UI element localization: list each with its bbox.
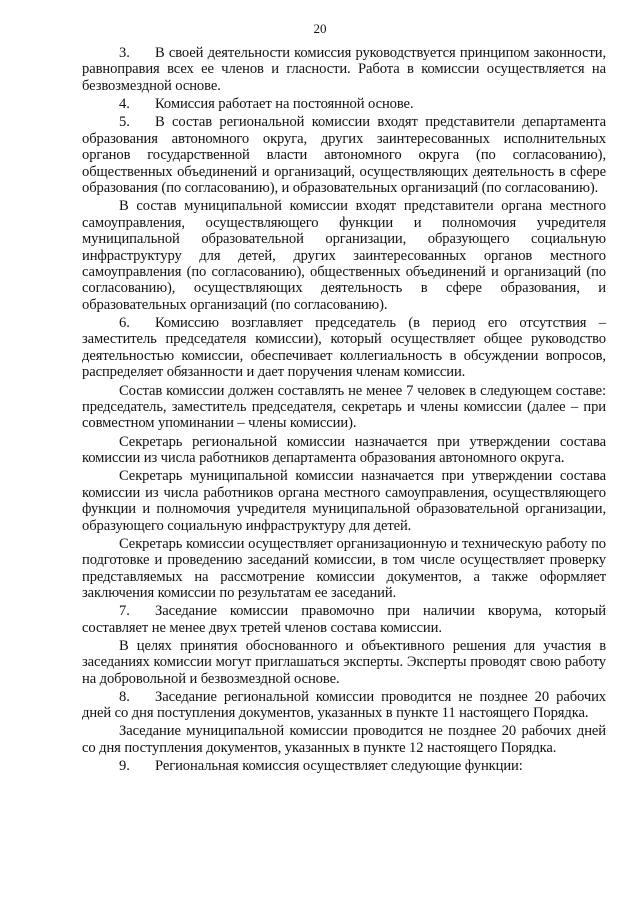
item-number: 8. — [119, 688, 130, 705]
paragraph-text: В состав региональной комиссии входят представители департамента образования автономного округа, других заинтересованных исполнительных органов государственной власти автономного округа (по согласованию), общественных объединений и организаций, осуществляющих деятельность в сфере образования (по согласованию), и образовательных организаций (по согласованию). — [82, 114, 606, 196]
paragraph-text: Секретарь муниципальной комиссии назначается при утверждении состава комиссии из числа работников органа местного самоуправления, осуществляющего функции и полномочия учредителя муниципальной образовательной организации, образующего социальную инфраструктуру для детей. — [82, 468, 606, 534]
page-number: 20 — [313, 21, 327, 36]
paragraph-7 — [82, 603, 606, 636]
paragraph-3 — [82, 45, 606, 94]
paragraph-5-municipal — [82, 198, 606, 313]
paragraph-text: Комиссию возглавляет председатель (в период его отсутствия – заместитель председателя комиссии), который осуществляет общее руководство деятельностью комиссии, обеспечивает коллегиальность в обсуждении вопросов, распределяет обязанности и дает поручения членам комиссии. — [82, 315, 606, 381]
paragraph-6-secretary-duties — [82, 536, 606, 602]
paragraph-8 — [82, 689, 606, 722]
item-number: 9. — [119, 757, 130, 774]
paragraph-text: Секретарь комиссии осуществляет организационную и техническую работу по подготовке и проведению заседаний комиссии, в том числе осуществляет проверку представляемых на рассмотрение комиссии документов, а также оформляет заключения комиссии по результатам ее заседаний. — [82, 535, 606, 601]
paragraph-6-regional-secretary — [82, 434, 606, 467]
paragraph-text: Заседание региональной комиссии проводится не позднее 20 рабочих дней со дня поступления документов, указанных в пункте 11 настоящего Порядка. — [82, 688, 606, 722]
paragraph-6-municipal-secretary — [82, 468, 606, 534]
item-number: 3. — [119, 45, 130, 61]
paragraph-7-experts — [82, 638, 606, 687]
paragraph-6-composition — [82, 383, 606, 432]
paragraph-text: В состав муниципальной комиссии входят представители органа местного самоуправления, осуществляющего функции и полномочия учредителя муниципальной образовательной организации, образующего социальную инфраструктуру для детей, других заинтересованных органов местного самоуправления (по согласованию), общественных объединений и организаций (по согласованию), осуществляющих деятельность в сфере образования, и образовательных организаций (по согласованию). — [82, 198, 606, 313]
document-body — [82, 45, 606, 776]
paragraph-text: В целях принятия обоснованного и объективного решения для участия в заседаниях комиссии могут приглашаться эксперты. Эксперты проводят свою работу на добровольной и безвозмездной основе. — [82, 637, 606, 687]
paragraph-6 — [82, 315, 606, 381]
paragraph-text: Состав комиссии должен составлять не менее 7 человек в следующем составе: председатель, заместитель председателя, секретарь и члены комиссии (далее – при совместном упоминании – члены комиссии). — [82, 382, 606, 432]
paragraph-text: Секретарь региональной комиссии назначается при утверждении состава комиссии из числа работников департамента образования автономного округа. — [82, 433, 606, 466]
paragraph-text: Комиссия работает на постоянной основе. — [155, 96, 414, 113]
paragraph-8-municipal — [82, 723, 606, 756]
item-number: 4. — [119, 96, 130, 113]
item-number: 6. — [119, 315, 130, 331]
paragraph-5 — [82, 114, 606, 196]
paragraph-text: Региональная комиссия осуществляет следующие функции: — [155, 757, 523, 774]
paragraph-9 — [82, 758, 606, 774]
paragraph-text: В своей деятельности комиссия руководствуется принципом законности, равноправия всех ее членов и гласности. Работа в комиссии осуществляется на безвозмездной основе. — [82, 45, 606, 94]
item-number: 5. — [119, 114, 130, 131]
paragraph-text: Заседание комиссии правомочно при наличии кворума, который составляет не менее двух третей членов состава комиссии. — [82, 603, 606, 636]
paragraph-text: Заседание муниципальной комиссии проводится не позднее 20 рабочих дней со дня поступления документов, указанных в пункте 12 настоящего Порядка. — [82, 723, 606, 756]
item-number: 7. — [119, 603, 130, 620]
paragraph-4 — [82, 96, 606, 112]
